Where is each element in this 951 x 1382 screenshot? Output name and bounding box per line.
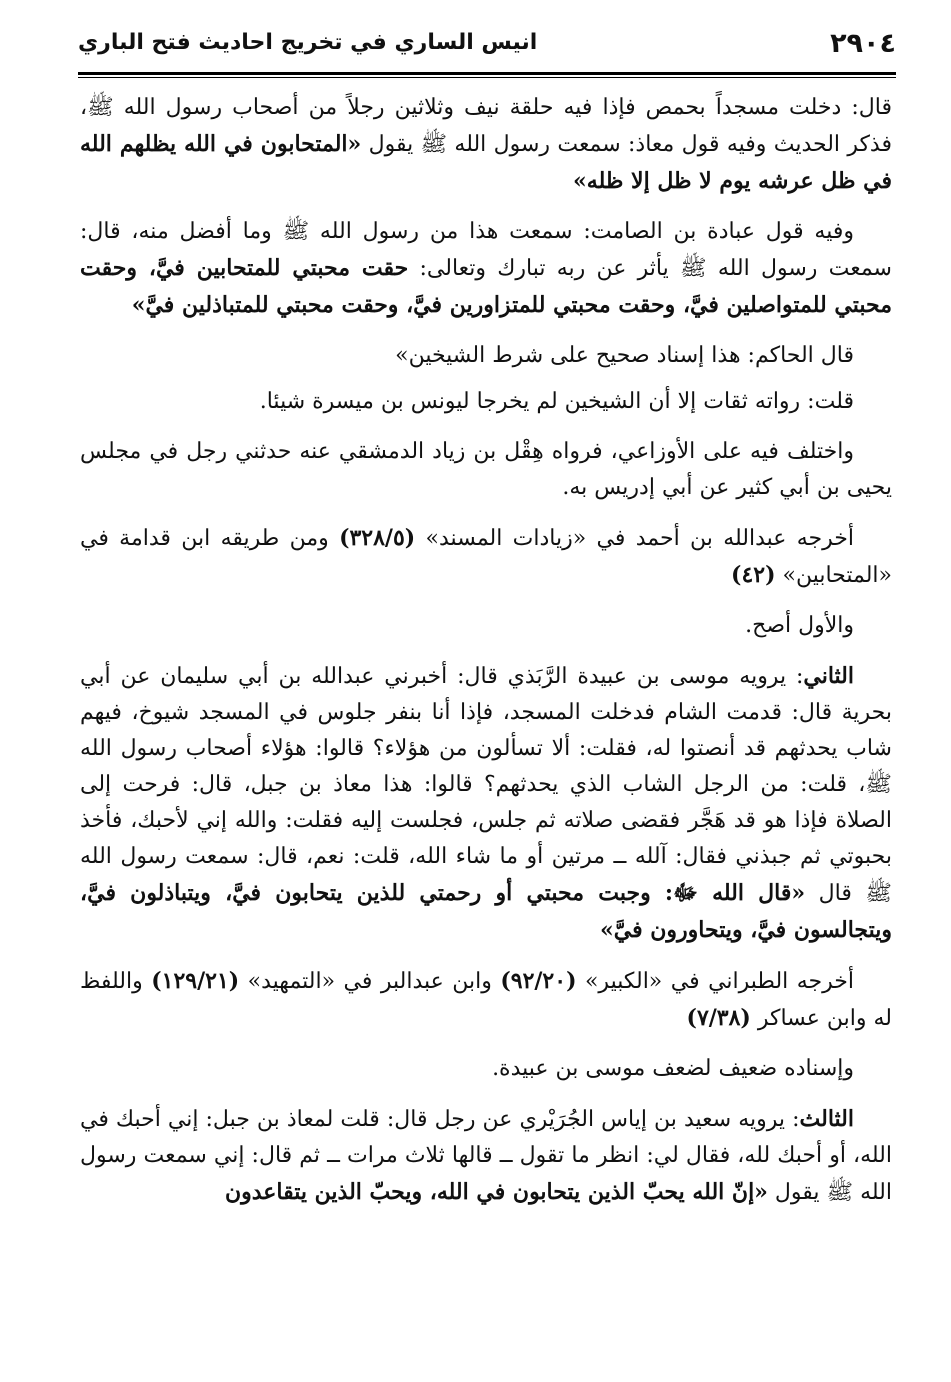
text-segment: قال الحاكم: هذا إسناد صحيح على شرط الشيخين»	[395, 343, 854, 368]
text-segment: وإسناده ضعيف لضعف موسى بن عبيدة.	[492, 1056, 854, 1081]
paragraph-2	[80, 214, 892, 324]
citation: (٤٢)	[731, 562, 776, 588]
citation: (٧/٣٨)	[686, 1005, 751, 1031]
text-segment: واللفظ له وابن عساكر	[80, 969, 892, 1031]
text-segment: : يرويه موسى بن عبيدة الرَّبَذي قال: أخبرني عبدالله بن أبي سليمان عن أبي بحرية قال: قدمت الشام فدخلت المسجد، فإذا أنا بنفر جلوس في المسجد شيوخ، فيهم شاب يحدثهم قد أنصتوا له، فقلت: ألا تسألون من هؤلاء؟ قالوا: هؤلاء أصحاب رسول الله ﷺ، قلت: من الرجل الشاب الذي يحدثهم؟ قالوا: هذا معاذ بن جبل، قال: فرحت إلى الصلاة فإذا هو قد هَجَّر فقضى صلاته ثم جلس، فجلست إليه فقلت: والله إني لأحبك، فأخذ بحبوتي ثم جبذني فقال: آلله ــ مرتين أو ما شاء الله، قلت: نعم، قال: سمعت رسول الله ﷺ قال	[80, 664, 892, 906]
page-body	[80, 90, 892, 1225]
header-rule-thick	[78, 72, 896, 75]
text-segment: والأول أصح.	[745, 613, 854, 638]
text-segment: قال: دخلت مسجداً بحمص فإذا فيه حلقة نيف وثلاثين رجلاً من أصحاب رسول الله ﷺ، فذكر الحديث وفيه قول معاذ: سمعت رسول الله ﷺ يقول	[80, 95, 893, 157]
page-header	[78, 20, 896, 68]
paragraph-10	[80, 1051, 892, 1087]
text-segment: ومن طريقه ابن قدامة في «المتحابين»	[80, 526, 892, 588]
page-number: ٢٩٠٤	[830, 28, 896, 59]
paragraph-5	[80, 434, 892, 506]
text-segment: وابن عبدالبر في «التمهيد»	[239, 969, 501, 994]
section-label: الثالث	[799, 1106, 854, 1132]
paragraph-8	[80, 658, 892, 949]
text-segment: : يرويه سعيد بن إياس الجُرَيْري عن رجل قال: قلت لمعاذ بن جبل: إني أحبك في الله، أو أحبك لله، فقال لي: انظر ما تقول ــ قالها ثلاث مرات ــ ثم قال: إني سمعت رسول الله ﷺ يقول	[80, 1107, 892, 1205]
paragraph-7	[80, 608, 892, 644]
text-segment: واختلف فيه على الأوزاعي، فرواه هِقْل بن زياد الدمشقي عنه حدثني رجل في مجلس يحيى بن أبي كثير عن أبي إدريس به.	[80, 439, 892, 500]
running-title: انيس الساري في تخريج احاديث فتح الباري	[78, 30, 538, 55]
paragraph-11	[80, 1101, 892, 1211]
citation: (٩٢/٢٠)	[500, 968, 577, 994]
paragraph-6	[80, 520, 892, 594]
text-segment: أخرجه عبدالله بن أحمد في «زيادات المسند»	[415, 526, 854, 551]
header-rule-thin	[78, 77, 896, 78]
paragraph-3	[80, 338, 892, 374]
paragraph-1	[80, 90, 892, 200]
text-segment: أخرجه الطبراني في «الكبير»	[576, 969, 854, 994]
text-segment: وفيه قول عبادة بن الصامت: سمعت هذا من رسول الله ﷺ وما أفضل منه، قال: سمعت رسول الله ﷺ يأثر عن ربه تبارك وتعالى:	[80, 219, 892, 281]
section-label: الثاني	[803, 663, 854, 689]
paragraph-9	[80, 963, 892, 1037]
paragraph-4	[80, 384, 892, 420]
hadith-text: «قال الله ﷻ: وجبت محبتي أو رحمتي للذين يتحابون فيَّ، ويتباذلون فيَّ، ويتجالسون فيَّ، ويتحاورون فيَّ»	[80, 880, 892, 943]
text-segment: قلت: رواته ثقات إلا أن الشيخين لم يخرجا ليونس بن ميسرة شيئا.	[259, 389, 854, 414]
citation: (١٢٩/٢١)	[151, 968, 240, 994]
citation: (٣٢٨/٥)	[339, 525, 416, 551]
hadith-text: حقت محبتي للمتحابين فيَّ، وحقت محبتي للمتواصلين فيَّ، وحقت محبتي للمتزاورين فيَّ، وحقت محبتي للمتباذلين فيَّ»	[80, 255, 892, 318]
hadith-text: «إنّ الله يحبّ الذين يتحابون في الله، ويحبّ الذين يتقاعدون	[224, 1179, 768, 1205]
hadith-text: «المتحابون في الله يظلهم الله في ظل عرشه يوم لا ظل إلا ظله»	[80, 131, 892, 194]
